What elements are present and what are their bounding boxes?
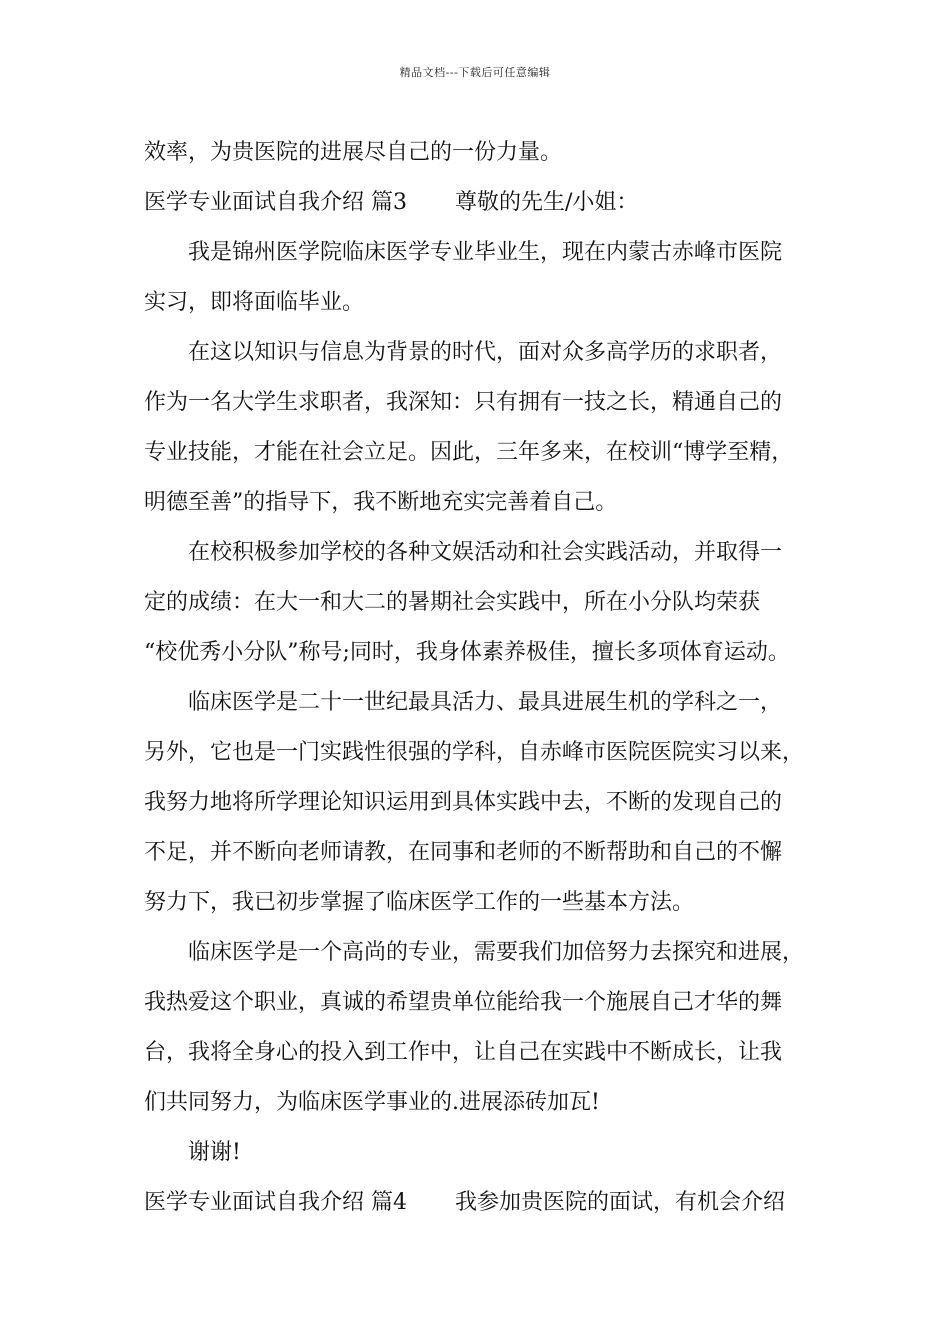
- paragraph-line: 效率，为贵医院的进展尽自己的一份力量。: [144, 140, 563, 165]
- page-header: 精品文档---下载后可任意编辑: [399, 66, 551, 79]
- closing-thanks: 谢谢!: [188, 1140, 241, 1165]
- section-title: 医学专业面试自我介绍 篇4: [144, 1190, 407, 1215]
- paragraph-line: 努力下，我已初步掌握了临床医学工作的一些基本方法。: [144, 890, 695, 915]
- section-lead-text: 我参加贵医院的面试，有机会介绍: [455, 1190, 786, 1215]
- paragraph-line: 在这以知识与信息为背景的时代，面对众多高学历的求职者，: [188, 340, 783, 365]
- salutation: 尊敬的先生/小姐：: [455, 190, 639, 215]
- section-heading-4: [144, 1178, 830, 1228]
- paragraph-line: “校优秀小分队”称号;同时，我身体素养极佳，擅长多项体育运动。: [144, 640, 790, 665]
- paragraph-line: 明德至善”的指导下，我不断地充实完善着自己。: [144, 490, 618, 515]
- paragraph-line: 我热爱这个职业，真诚的希望贵单位能给我一个施展自己才华的舞: [144, 990, 783, 1015]
- section-title: 医学专业面试自我介绍 篇3: [144, 190, 407, 215]
- paragraph-line: 我是锦州医学院临床医学专业毕业生，现在内蒙古赤峰市医院: [188, 240, 783, 265]
- section-heading-3: [144, 178, 830, 228]
- document-body: [144, 128, 830, 1228]
- paragraph-line: 临床医学是二十一世纪最具活力、最具进展生机的学科之一，: [188, 690, 783, 715]
- paragraph-line: 另外，它也是一门实践性很强的学科，自赤峰市医院医院实习以来，: [144, 740, 805, 765]
- paragraph-line: 在校积极参加学校的各种文娱活动和社会实践活动，并取得一: [188, 540, 783, 565]
- paragraph-line: 定的成绩：在大一和大二的暑期社会实践中，所在小分队均荣获: [144, 590, 761, 615]
- paragraph-line: 们共同努力，为临床医学事业的.进展添砖加瓦!: [144, 1090, 600, 1115]
- paragraph-line: 作为一名大学生求职者，我深知：只有拥有一技之长，精通自己的: [144, 390, 783, 415]
- paragraph-line: 专业技能，才能在社会立足。因此，三年多来，在校训“博学至精，: [144, 440, 794, 465]
- paragraph-line: 台，我将全身心的投入到工作中，让自己在实践中不断成长，让我: [144, 1040, 783, 1065]
- paragraph-line: 临床医学是一个高尚的专业，需要我们加倍努力去探究和进展，: [188, 940, 805, 965]
- paragraph-line: 我努力地将所学理论知识运用到具体实践中去，不断的发现自己的: [144, 790, 783, 815]
- paragraph-line: 不足，并不断向老师请教，在同事和老师的不断帮助和自己的不懈: [144, 840, 783, 865]
- paragraph-line: 实习，即将面临毕业。: [144, 290, 365, 315]
